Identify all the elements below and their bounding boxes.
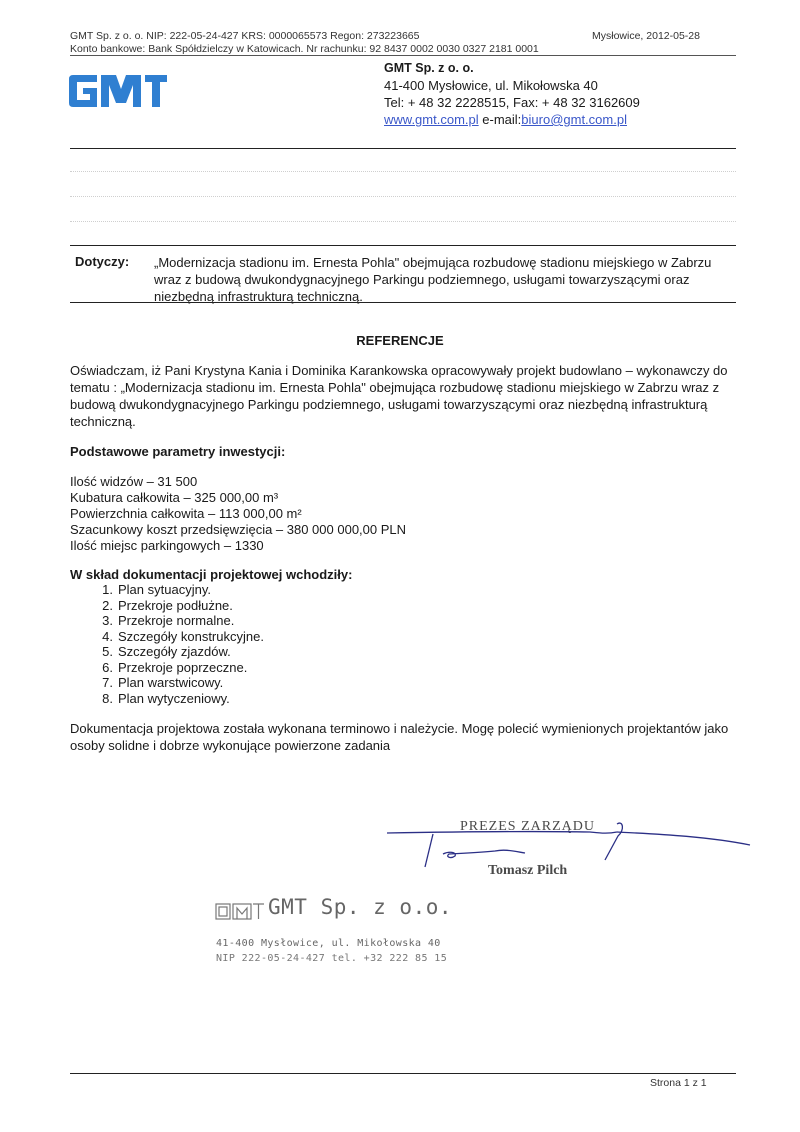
address-divider [70,148,736,149]
company-info [384,60,640,128]
intro-paragraph: Oświadczam, iż Pani Krystyna Kania i Dominika Karankowska opracowywały projekt budowlano – wykonawczy do tematu : „Modernizacja stadionu im. Ernesta Pohla" obejmująca rozbudowę stadionu miejskiego w Zabrzu wraz z budową dwukondygnacyjnego Parkingu podziemnego, usługami towarzyszącymi oraz niezbędną infrastrukturą techniczną. [70,363,728,429]
list-item: 1. Plan sytuacyjny. [102,582,211,597]
gmt-logo [69,75,167,107]
company-address: 41-400 Mysłowice, ul. Mikołowska 40 [384,78,598,93]
stamp-logo-icon [215,902,265,922]
website-link[interactable]: www.gmt.com.pl [384,112,479,127]
list-item: 8. Plan wytyczeniowy. [102,690,230,706]
header-bank-line: Konto bankowe: Bank Spółdzielczy w Katowicach. Nr rachunku: 92 8437 0002 0030 0327 2181 0001 [70,43,539,55]
list-item: 3. Przekroje normalne. [102,613,235,628]
subject-text: „Modernizacja stadionu im. Ernesta Pohla" obejmująca rozbudowę stadionu miejskiego w Zabrzu wraz z budową dwukondygnacyjnego Parkingu podziemnego, usługami towarzyszącymi oraz niezbędną infrastrukturą techniczną. [154,255,712,304]
list-item: 7. Plan warstwicowy. [102,675,224,690]
company-name: GMT Sp. z o. o. [384,61,474,75]
email-link[interactable]: biuro@gmt.com.pl [521,112,627,127]
subject-label: Dotyczy: [75,254,130,269]
subject-bottom-divider [70,302,736,303]
page-number: Strona 1 z 1 [650,1077,707,1089]
place-date: Mysłowice, 2012-05-28 [592,30,700,42]
company-phone: Tel: + 48 32 2228515, Fax: + 48 32 3162609 [384,95,640,110]
blank-line [70,221,736,222]
list-item: 6. Przekroje poprzeczne. [102,659,248,675]
list-item: 2. Przekroje podłużne. [102,597,233,613]
signature-name: Tomasz Pilch [488,863,568,878]
param-item: Szacunkowy koszt przedsięwzięcia – 380 000 000,00 PLN [70,522,407,537]
docs-heading: W skład dokumentacji projektowej wchodziły: [70,567,353,582]
list-item: 4. Szczegóły konstrukcyjne. [102,628,264,644]
header-divider [70,55,736,56]
params-heading: Podstawowe parametry inwestycji: [70,444,286,459]
param-item: Ilość widzów – 31 500 [70,474,198,489]
stamp-company-name: GMT Sp. z o.o. [268,895,453,919]
param-item: Ilość miejsc parkingowych – 1330 [70,538,264,553]
footer-divider [70,1073,736,1074]
docs-list [70,582,264,706]
blank-line [70,171,736,172]
stamp-nip: NIP 222-05-24-427 tel. +32 222 85 15 [216,953,448,964]
signature-block [385,812,755,882]
closing-paragraph: Dokumentacja projektowa została wykonana terminowo i należycie. Mogę polecić wymienionych projektantów jako osoby solidne i dobrze wykonujące powierzone zadania [70,721,729,753]
param-item: Kubatura całkowita – 325 000,00 m³ [70,490,279,505]
blank-line [70,196,736,197]
stamp-address: 41-400 Mysłowice, ul. Mikołowska 40 [216,938,441,949]
header-company-line: GMT Sp. z o. o. NIP: 222-05-24-427 KRS: 0000065573 Regon: 273223665 [70,30,420,42]
param-item: Powierzchnia całkowita – 113 000,00 m² [70,506,302,521]
email-label: e-mail: [482,112,522,127]
document-title: REFERENCJE [356,333,444,348]
list-item: 5. Szczegóły zjazdów. [102,644,231,659]
params-list [70,474,736,554]
signature-title: PREZES ZARZĄDU [460,819,595,834]
subject-top-divider [70,245,736,246]
